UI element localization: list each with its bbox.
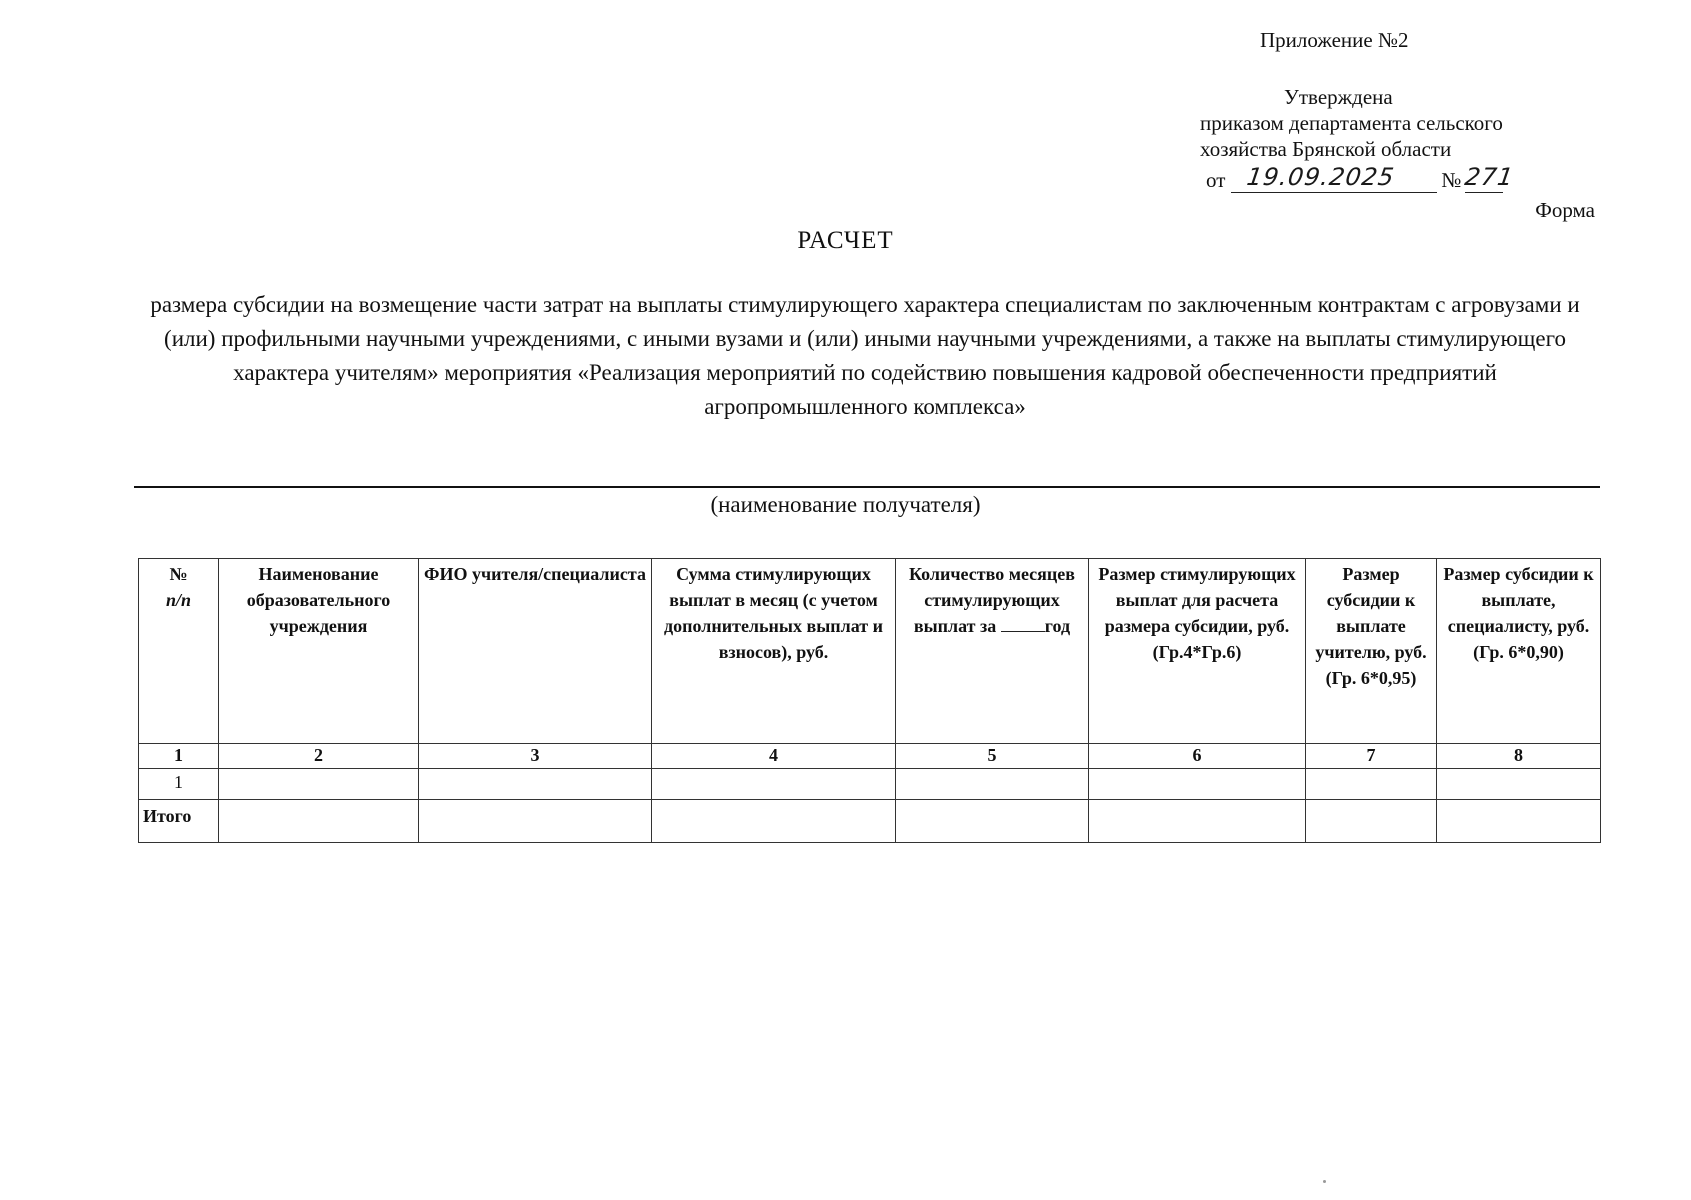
table-cell	[1306, 800, 1437, 843]
table-cell	[1306, 769, 1437, 800]
table-cell	[219, 800, 419, 843]
appendix-label: Приложение №2	[1260, 28, 1409, 52]
recipient-line	[134, 486, 1600, 488]
handwritten-date: 19.09.2025	[1245, 163, 1397, 191]
header-months-text: Количество месяцев стимулирующих выплат за	[909, 564, 1075, 636]
header-cell-payment-size: Размер стимулирующих выплат для расчета размера субсидии, руб. (Гр.4*Гр.6)	[1089, 559, 1306, 744]
date-field	[1231, 164, 1437, 193]
table-cell: 1	[139, 769, 219, 800]
number-field	[1463, 163, 1517, 193]
table-cell	[1437, 800, 1601, 843]
header-year-word: год	[1044, 616, 1071, 636]
handwritten-number: 271	[1463, 163, 1517, 191]
table-cell	[1437, 769, 1601, 800]
table-cell	[419, 769, 652, 800]
number-prefix: №	[1441, 168, 1462, 192]
header-number-sign: №	[169, 564, 188, 584]
document-description: размера субсидии на возмещение части затрат на выплаты стимулирующего характера специалистам по заключенным контрактам с агровузами и (или) профильными научными учреждениями, с иными вузами и (или) иными научными учреждениями, а также на выплаты стимулирующего характера учителям» мероприятия «Реализация мероприятий по содействию повышения кадровой обеспеченности предприятий агропромышленного комплекса»	[150, 292, 1580, 419]
table-cell	[419, 800, 652, 843]
column-number: 3	[419, 744, 652, 769]
total-row	[139, 800, 1601, 843]
header-cell-monthly-sum: Сумма стимулирующих выплат в месяц (с учетом дополнительных выплат и взносов), руб.	[652, 559, 896, 744]
header-pp: п/п	[165, 590, 192, 610]
header-cell-subsidy-teacher: Размер субсидии к выплате учителю, руб. (Гр. 6*0,95)	[1306, 559, 1437, 744]
column-number: 7	[1306, 744, 1437, 769]
header-cell-institution: Наименование образовательного учреждения	[219, 559, 419, 744]
approved-line: Утверждена	[1284, 85, 1393, 109]
table-cell	[1089, 800, 1306, 843]
column-number: 4	[652, 744, 896, 769]
column-number: 8	[1437, 744, 1601, 769]
year-blank	[1001, 613, 1045, 632]
order-date-number	[1200, 164, 1580, 193]
total-label: Итого	[139, 800, 219, 843]
scan-speck	[1323, 1180, 1326, 1183]
header-cell-months-count	[896, 559, 1089, 744]
header-cell-number	[139, 559, 219, 744]
column-number-row	[139, 744, 1601, 769]
recipient-caption: (наименование получателя)	[710, 492, 981, 517]
approval-block	[1200, 84, 1580, 193]
table-header-row	[139, 559, 1601, 744]
table-cell	[652, 769, 896, 800]
header-cell-subsidy-specialist: Размер субсидии к выплате, специалисту, руб. (Гр. 6*0,90)	[1437, 559, 1601, 744]
date-prefix: от	[1206, 168, 1226, 192]
document-title: РАСЧЕТ	[797, 227, 894, 254]
calculation-table	[138, 558, 1601, 843]
form-label: Форма	[1535, 198, 1595, 222]
table-cell	[896, 769, 1089, 800]
table-cell	[219, 769, 419, 800]
table-cell	[1089, 769, 1306, 800]
table-cell	[652, 800, 896, 843]
column-number: 5	[896, 744, 1089, 769]
approved-line: приказом департамента сельского	[1200, 111, 1503, 135]
column-number: 6	[1089, 744, 1306, 769]
column-number: 1	[139, 744, 219, 769]
table-row	[139, 769, 1601, 800]
table-cell	[896, 800, 1089, 843]
approved-line: хозяйства Брянской области	[1200, 137, 1452, 161]
column-number: 2	[219, 744, 419, 769]
header-cell-fio: ФИО учителя/специалиста	[419, 559, 652, 744]
